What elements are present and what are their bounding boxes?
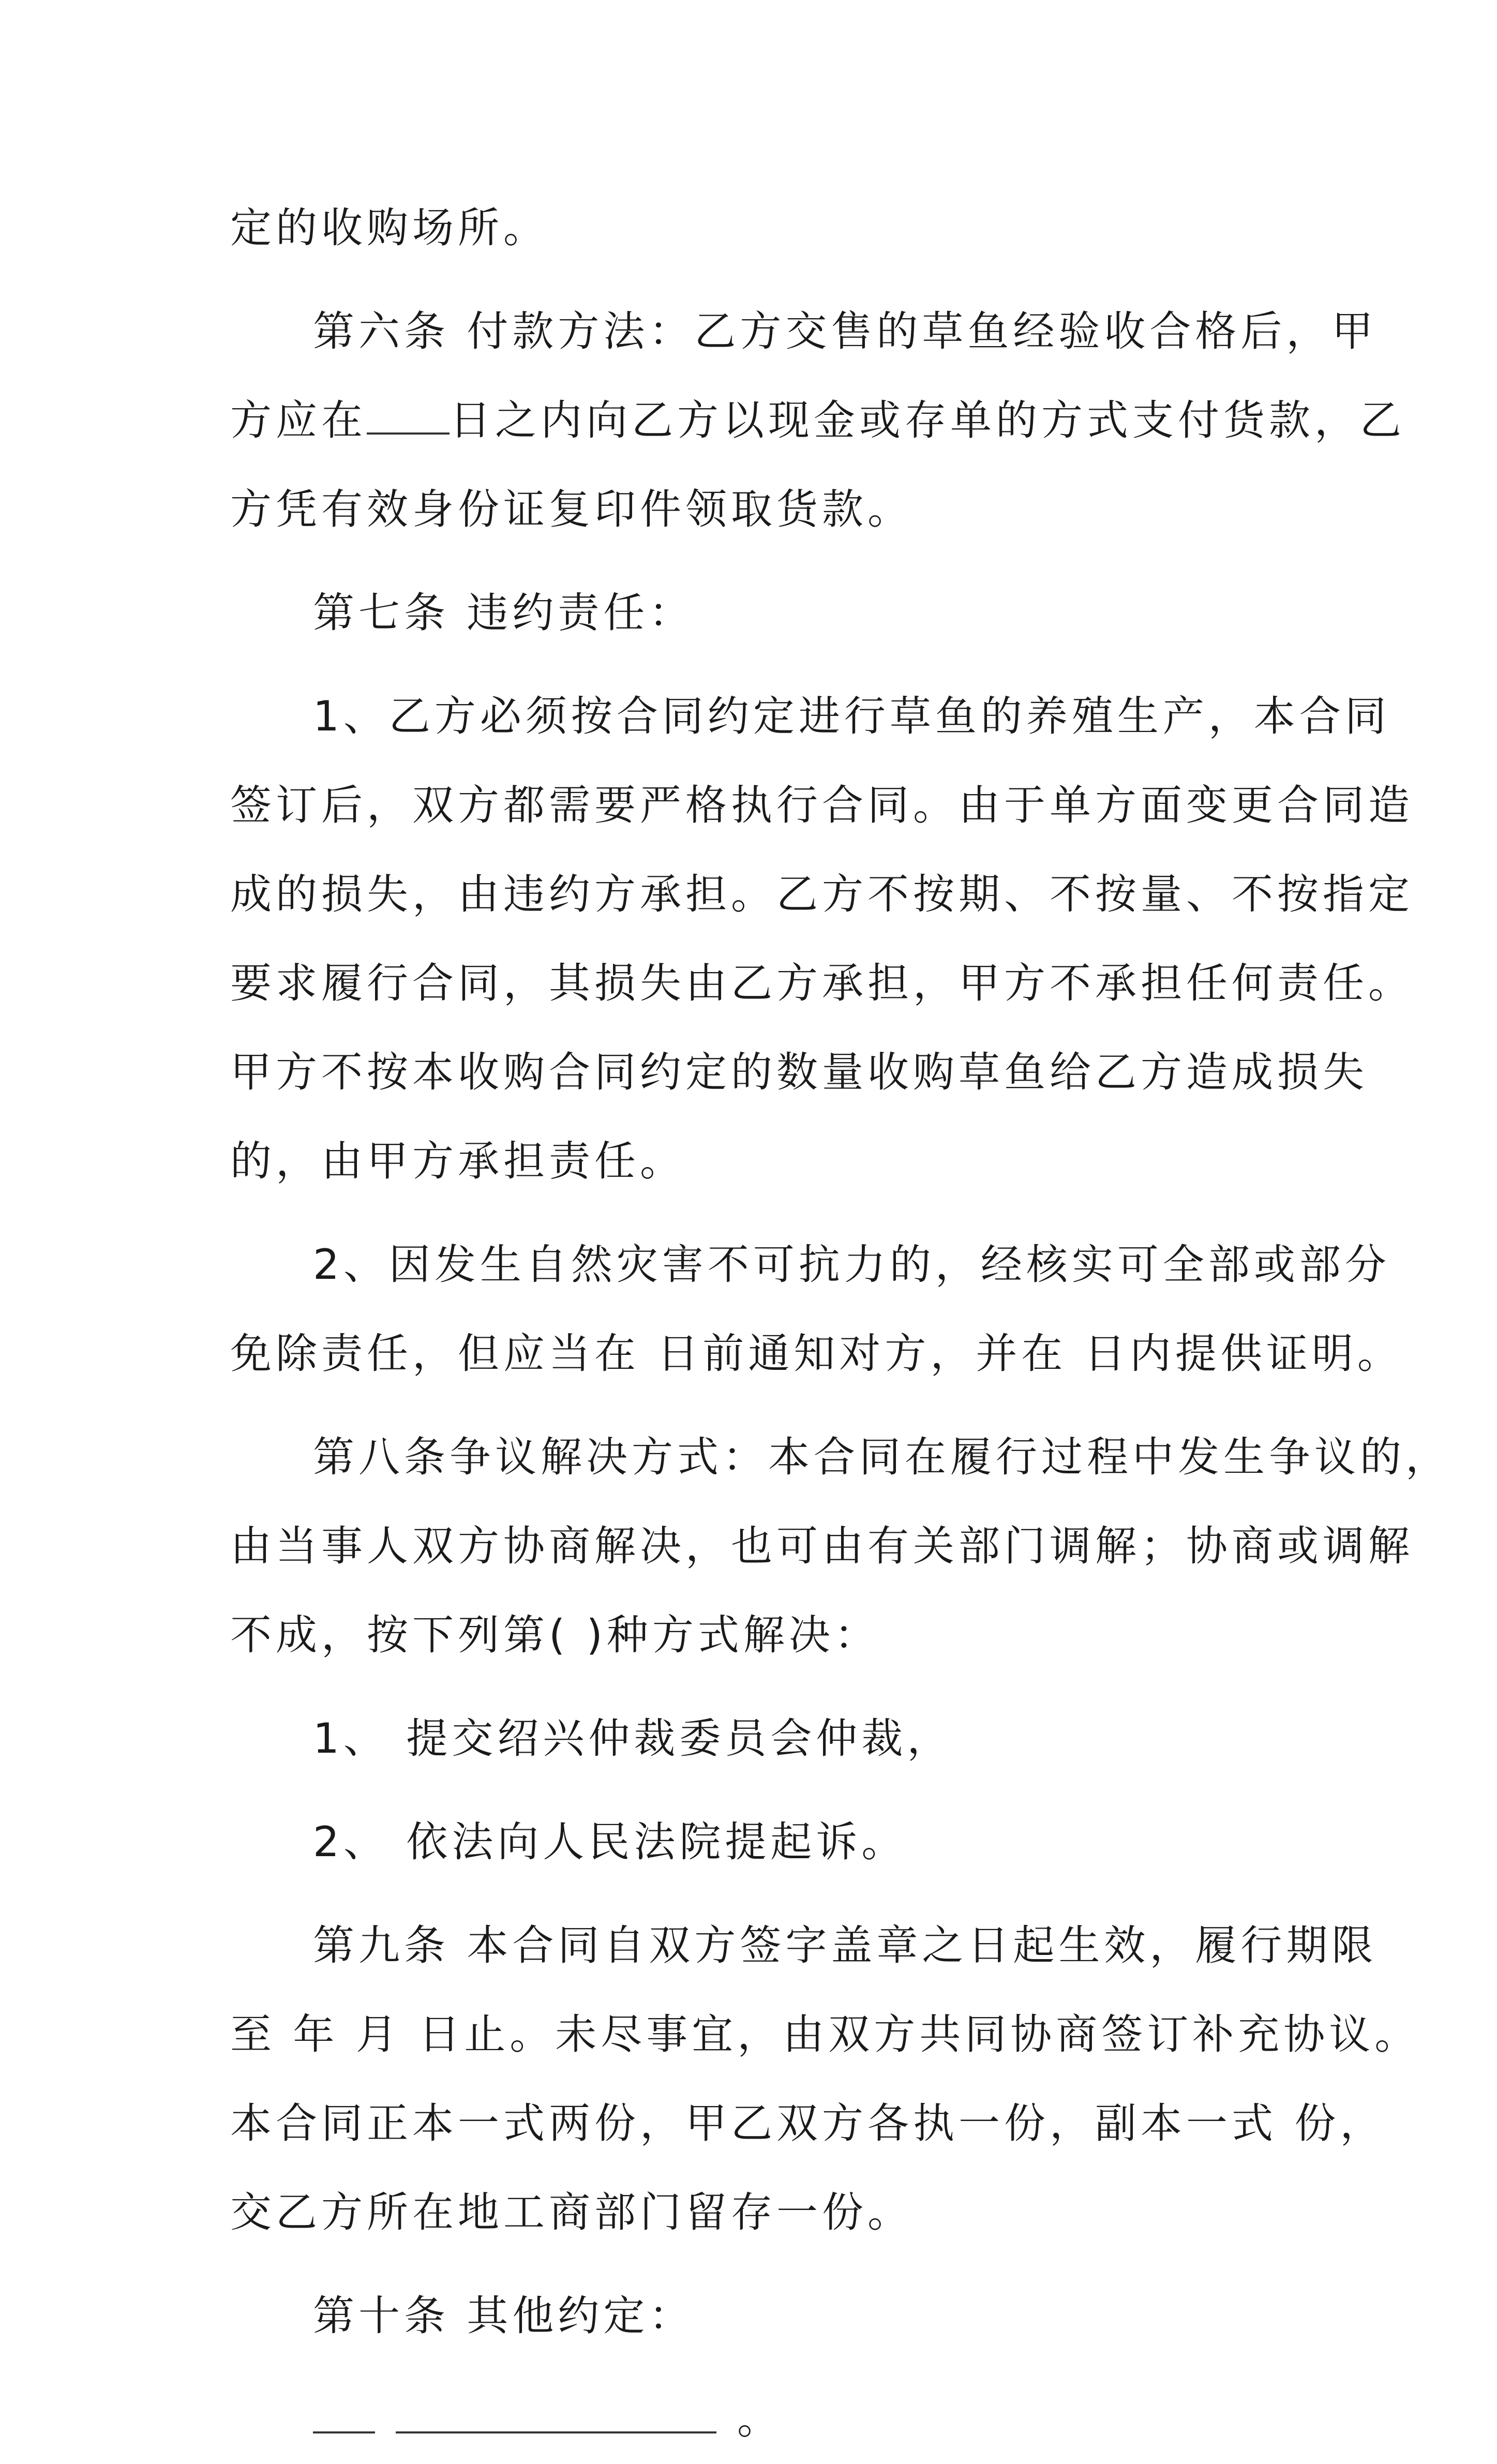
text-line: 签订后，双方都需要严格执行合同。由于单方面变更合同造 (230, 781, 1414, 829)
section-heading: 第八条争议解决方式：本合同在履行过程中发生争议的， (313, 1433, 1451, 1481)
section-heading: 第七条 违约责任： (313, 589, 695, 637)
text-line: 2、因发生自然灾害不可抗力的，经核实可全部或部分 (313, 1241, 1390, 1289)
contract-text (230, 184, 1451, 2464)
list-item: 2、 依法向人民法院提起诉。 (313, 1818, 907, 1866)
section-heading: 第九条 本合同自双方签字盖章之日起生效，履行期限 (313, 1921, 1378, 1969)
list-item: 1、 提交绍兴仲裁委员会仲裁， (313, 1714, 953, 1763)
text-line: 甲方不按本收购合同约定的数量收购草鱼给乙方造成损失 (230, 1048, 1368, 1096)
text-line: 免除责任，但应当在 日前通知对方，并在 日内提供证明。 (230, 1330, 1403, 1378)
text-line: 定的收购场所。 (230, 204, 549, 252)
text-line: 交乙方所在地工商部门留存一份。 (230, 2188, 913, 2236)
text-segment: 日之内向乙方以现金或存单的方式支付货款，乙 (450, 396, 1405, 444)
text-line: 不成，按下列第( )种方式解决： (230, 1611, 880, 1659)
blank-field (313, 2399, 375, 2433)
text-line: 本合同正本一式两份，甲乙双方各执一份，副本一式 份， (230, 2099, 1386, 2147)
section-heading: 第十条 其他约定： (313, 2292, 695, 2340)
text-segment: 。 (737, 2395, 783, 2443)
text-segment: 方应在 (230, 396, 367, 444)
text-line: 方凭有效身份证复印件领取货款。 (230, 485, 913, 533)
blank-field (367, 400, 450, 435)
text-line (230, 376, 1405, 465)
blank-line (230, 2375, 1285, 2464)
text-line: 成的损失，由违约方承担。乙方不按期、不按量、不按指定 (230, 870, 1414, 918)
text-line: 由当事人双方协商解决，也可由有关部门调解；协商或调解 (230, 1522, 1414, 1570)
text-line: 的，由甲方承担责任。 (230, 1137, 685, 1185)
text-line: 要求履行合同，其损失由乙方承担，甲方不承担任何责任。 (230, 959, 1414, 1007)
text-line: 至 年 月 日止。未尽事宜，由双方共同协商签订补充协议。 (230, 2010, 1420, 2058)
blank-field (396, 2399, 716, 2433)
text-line: 1、乙方必须按合同约定进行草鱼的养殖生产，本合同 (313, 692, 1390, 740)
text-line: 第六条 付款方法：乙方交售的草鱼经验收合格后，甲 (313, 307, 1378, 355)
